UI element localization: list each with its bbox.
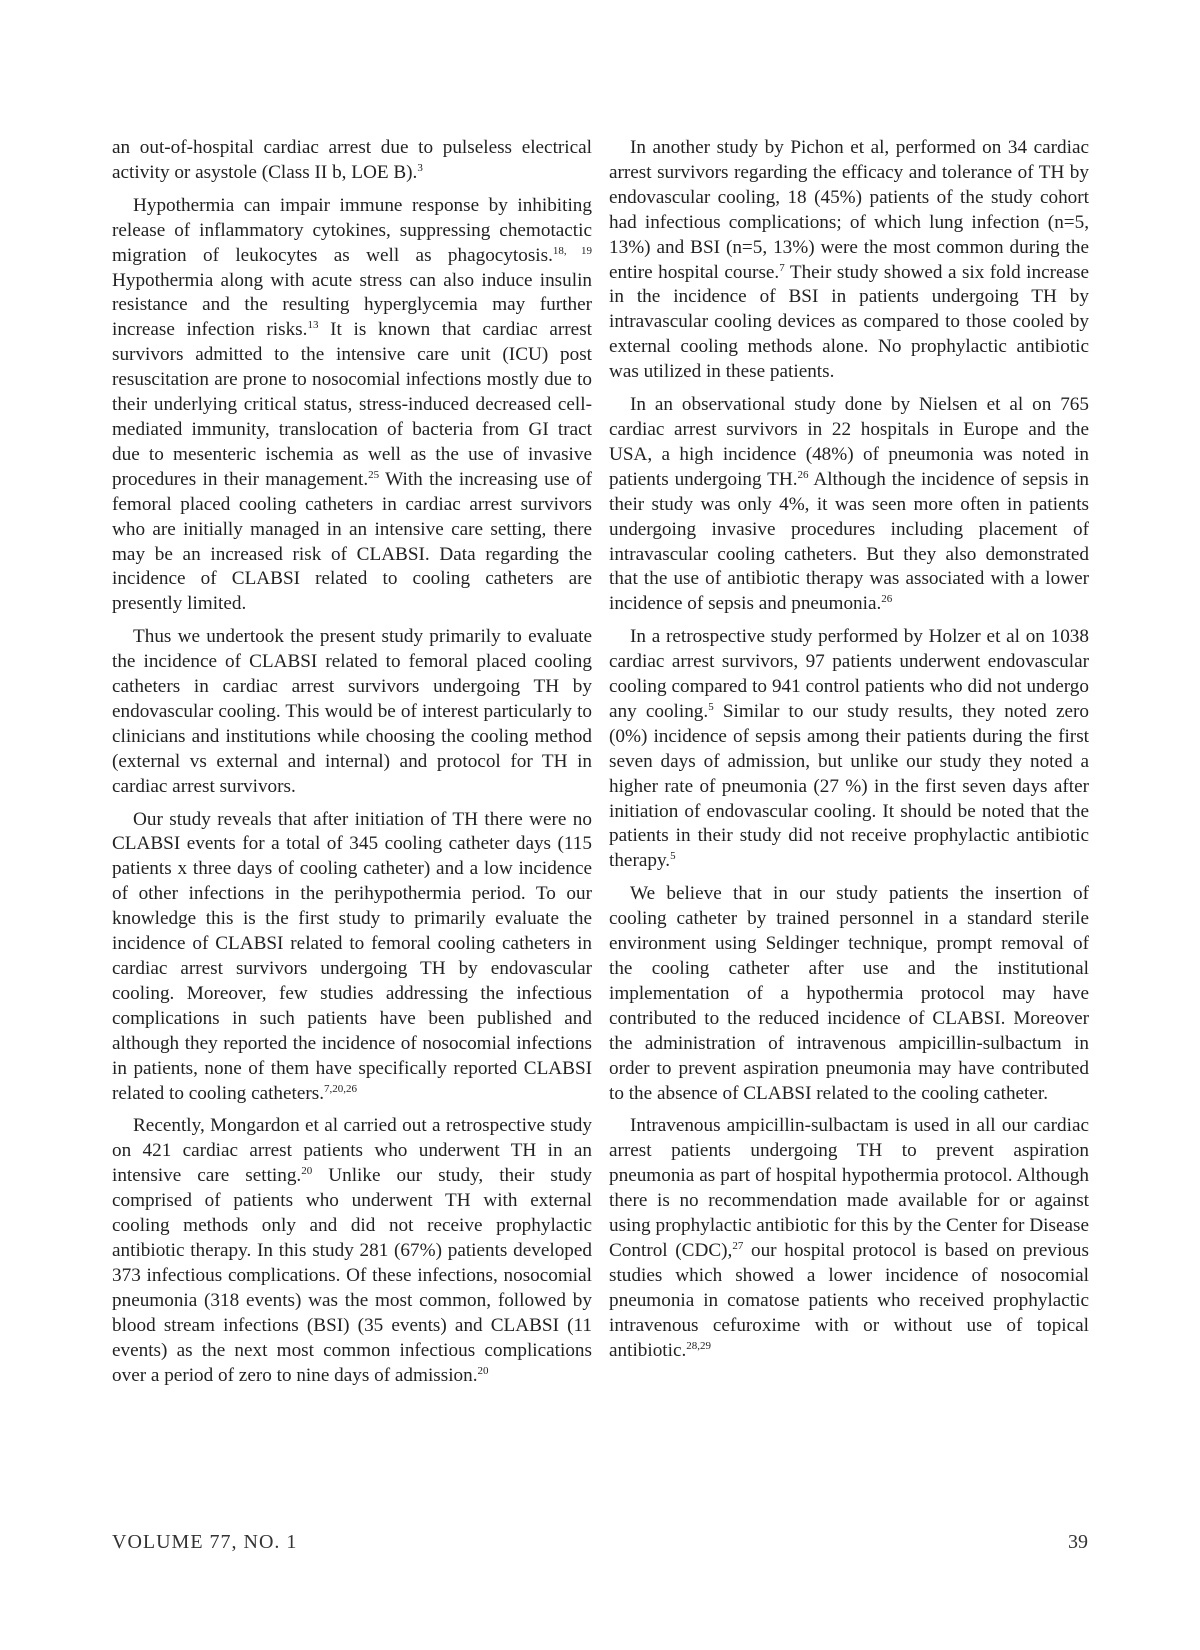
paragraph: an out-of-hospital cardiac arrest due to pulseless electrical activity or asystole (Class II b, LOE B).$^3$ bbox=[112, 137, 592, 183]
paragraph: Our study reveals that after initiation of TH there were no CLABSI events for a total of 345 cooling catheter days (115 patients x three days of cooling catheter) and a low incidence of other infections in the perihypothermia period. To our knowledge this is the first study to primarily evaluate the incidence of CLABSI related to femoral cooling catheters in cardiac arrest survivors undergoing TH by endovascular cooling. Moreover, few studies addressing the infectious complications in such patients have been published and although they reported the incidence of nosocomial infections in patients, none of them have specifically reported CLABSI related to cooling catheters.$^{7,20,26}$ bbox=[112, 808, 592, 1104]
paragraph: We believe that in our study patients the insertion of cooling catheter by trained personnel in a standard sterile environment using Seldinger technique, prompt removal of the cooling catheter after use and the institutional implementation of a hypothermia protocol may have contributed to the reduced incidence of CLABSI. Moreover the administration of intravenous ampicillin-sulbactum in order to prevent aspiration pneumonia may have contributed to the absence of CLABSI related to the cooling catheter. bbox=[609, 883, 1089, 1104]
paragraph: Hypothermia can impair immune response by inhibiting release of inflammatory cytokines, suppressing chemotactic migration of leukocytes as well as phagocytosis.$^{18, 19}$ Hypothermia along with acute stress can also induce insulin resistance and the resulting hyperglycemia may further increase infection risks.$^{13}$ It is known that cardiac arrest survivors admitted to the intensive care unit (ICU) post resuscitation are prone to nosocomial infections mostly due to their underlying critical status, stress-induced decreased cell-mediated immunity, translocation of bacteria from GI tract due to mesenteric ischemia as well as the use of invasive procedures in their management.$^{25}$ With the increasing use of femoral placed cooling catheters in cardiac arrest survivors who are initially managed in an intensive care setting, there may be an increased risk of CLABSI. Data regarding the incidence of CLABSI related to cooling catheters are presently limited. bbox=[112, 194, 593, 615]
paragraph: In another study by Pichon et al, performed on 34 cardiac arrest survivors regarding the efficacy and tolerance of TH by endovascular cooling, 18 (45%) patients of the study cohort had infectious complications; of which lung infection (n=5, 13%) and BSI (n=5, 13%) were the most common during the entire hospital course.$^7$ Their study showed a six fold increase in the incidence of BSI in patients undergoing TH by intravascular cooling devices as compared to those cooled by external cooling methods alone. No prophylactic antibiotic was utilized in these patients. bbox=[609, 137, 1089, 383]
right-column bbox=[609, 136, 1089, 1372]
paragraph: Thus we undertook the present study primarily to evaluate the incidence of CLABSI related to femoral placed cooling catheters in cardiac arrest survivors undergoing TH by endovascular cooling. This would be of interest particularly to clinicians and institutions while choosing the cooling method (external vs external and internal) and protocol for TH in cardiac arrest survivors. bbox=[112, 626, 592, 797]
paragraph: In an observational study done by Nielsen et al on 765 cardiac arrest survivors in 22 hospitals in Europe and the USA, a high incidence (48%) of pneumonia was noted in patients undergoing TH.$^{26}$ Although the incidence of sepsis in their study was only 4%, it was seen more often in patients undergoing invasive procedures including placement of intravascular cooling catheters. But they also demonstrated that the use of antibiotic therapy was associated with a lower incidence of sepsis and pneumonia.$^{26}$ bbox=[609, 394, 1089, 615]
page-number: 39 bbox=[1068, 1531, 1088, 1553]
journal-volume: VOLUME 77, NO. 1 bbox=[112, 1531, 298, 1553]
paragraph: Recently, Mongardon et al carried out a retrospective study on 421 cardiac arrest patients who underwent TH in an intensive care setting.$^{20}$ Unlike our study, their study comprised of patients who underwent TH with external cooling methods only and did not receive prophylactic antibiotic therapy. In this study 281 (67%) patients developed 373 infectious complications. Of these infections, nosocomial pneumonia (318 events) was the most common, followed by blood stream infections (BSI) (35 events) and CLABSI (11 events) as the next most common infectious complications over a period of zero to nine days of admission.$^{20}$ bbox=[112, 1115, 592, 1386]
left-column bbox=[112, 136, 592, 1396]
paragraph: In a retrospective study performed by Holzer et al on 1038 cardiac arrest survivors, 97 patients underwent endovascular cooling compared to 941 control patients who did not undergo any cooling.$^5$ Similar to our study results, they noted zero (0%) incidence of sepsis among their patients during the first seven days of admission, but unlike our study they noted a higher rate of pneumonia (27 %) in the first seven days after initiation of endovascular cooling. It should be noted that the patients in their study did not receive prophylactic antibiotic therapy.$^5$ bbox=[609, 626, 1089, 872]
paragraph: Intravenous ampicillin-sulbactam is used in all our cardiac arrest patients undergoing TH to prevent aspiration pneumonia as part of hospital hypothermia protocol. Although there is no recommendation made available for or against using prophylactic antibiotic for this by the Center for Disease Control (CDC),$^{27}$ our hospital protocol is based on previous studies which showed a lower incidence of nosocomial pneumonia in comatose patients who received prophylactic intravenous cefuroxime with or without use of topical antibiotic.$^{28,29}$ bbox=[609, 1115, 1089, 1361]
